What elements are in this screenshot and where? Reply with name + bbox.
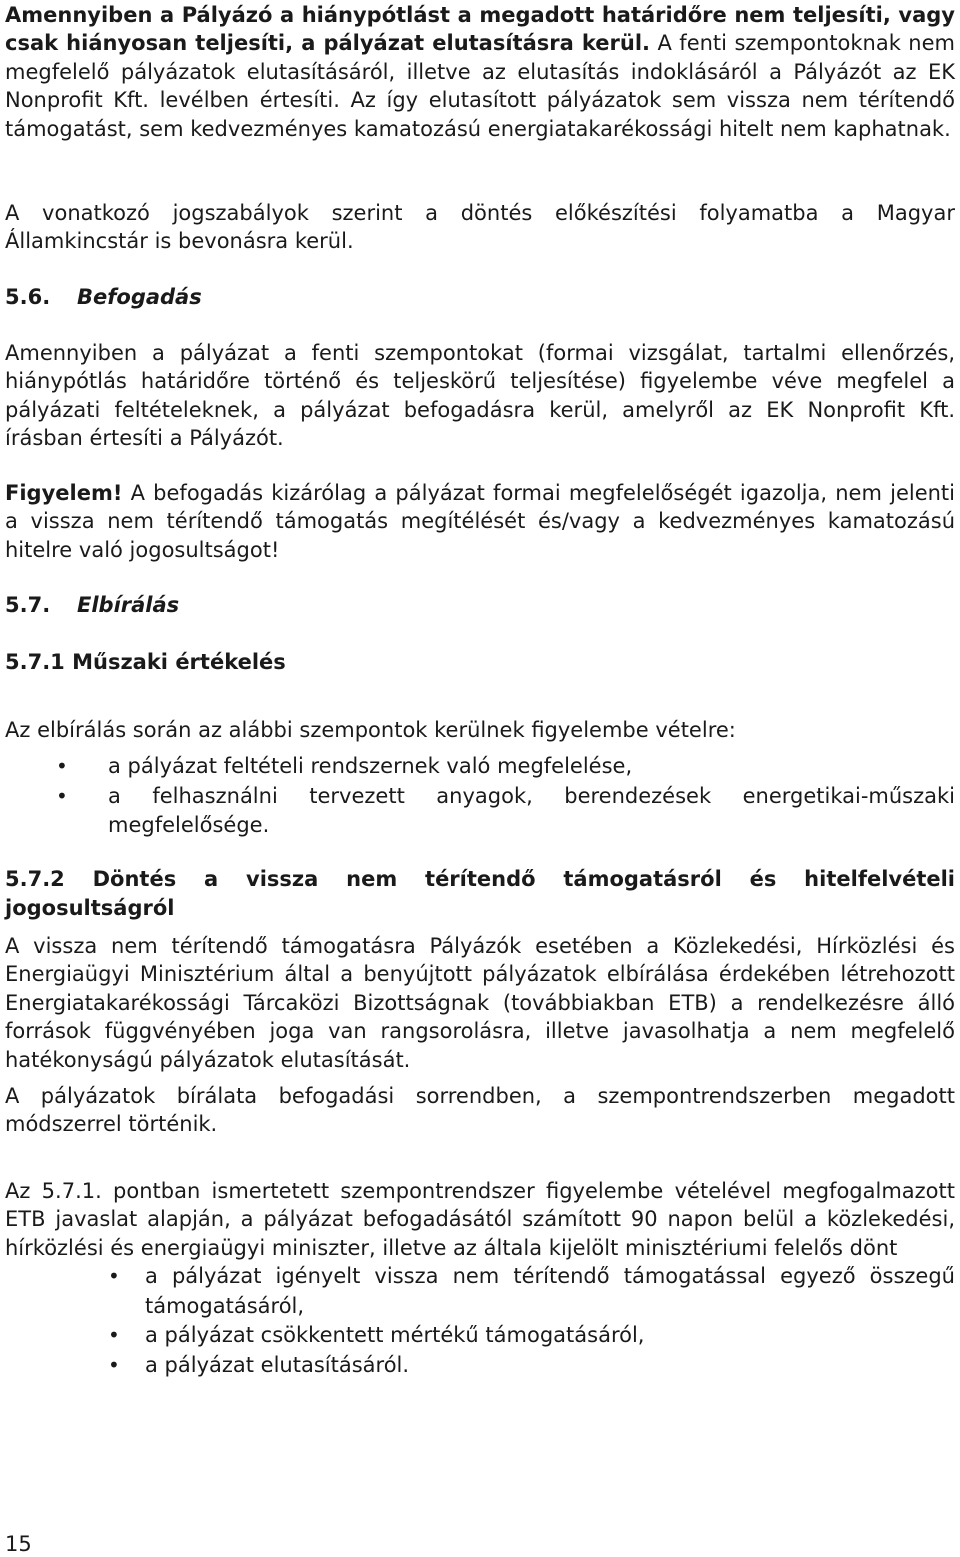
heading-title: Befogadás [77,285,202,309]
heading-number: 5.7. [5,593,51,617]
bullet-icon: • [108,1264,120,1288]
heading-number: 5.6. [5,285,51,309]
list-item: • a pályázat igényelt vissza nem térítendő támogatással egyező összegű támogatásáról, [108,1264,955,1318]
warning-text: A befogadás kizárólag a pályázat formai megfelelőségét igazolja, nem jelenti a vissza nem térítendő támogatás megítélését és/vagy a kedvezményes kamatozású hitelre való jogosultságot! [5,481,955,562]
heading-5-7 [5,591,955,619]
heading-5-6 [5,283,955,311]
decision-list [108,1262,955,1380]
bullet-icon: • [56,783,68,808]
list-item: • a pályázat elutasításáról. [145,1351,955,1381]
heading-5-7-2: 5.7.2 Döntés a vissza nem térítendő támogatásról és hitelfelvételi jogosultságról [5,867,955,920]
paragraph-criteria-intro: Az elbírálás során az alábbi szempontok kerülnek figyelembe vételre: [5,718,736,742]
heading-title: Elbírálás [77,593,180,617]
paragraph-warning [5,479,955,564]
criteria-list [56,752,955,841]
paragraph-etb: A vissza nem térítendő támogatásra Pályázók esetében a Közlekedési, Hírközlési és Energiaügyi Minisztérium által a benyújtott pályázatok elbírálása érdekében létrehozott Energiatakarékossági Tárcaközi Bizottságnak (továbbiakban ETB) a rendelkezésre álló források függvényében joga van rangsorolásra, illetve javasolhatja a nem megfelelő hatékonyságú pályázatok elutasítását. [5,934,955,1072]
paragraph-decision: Az 5.7.1. pontban ismertetett szempontrendszer figyelembe vételével megfogalmazott ETB javaslat alapján, a pályázat befogadásától számított 90 napon belül a közlekedési, hírközlési és energiaügyi miniszter, illetve az általa kijelölt minisztériumi felelős dönt [5,1179,955,1260]
paragraph-treasury: A vonatkozó jogszabályok szerint a döntés előkészítési folyamatba a Magyar Államkincstár is bevonásra kerül. [5,201,955,254]
paragraph-rejection [5,1,955,143]
paragraph-evaluation-order: A pályázatok bírálata befogadási sorrendben, a szempontrendszerben megadott módszerrel történik. [5,1084,955,1137]
heading-5-7-1: 5.7.1 Műszaki értékelés [5,650,286,674]
list-item: • a pályázat csökkentett mértékű támogatásáról, [145,1321,955,1351]
warning-label: Figyelem! [5,481,123,505]
bullet-icon: • [108,1352,120,1377]
page-number: 15 [5,1532,32,1556]
list-item: • a pályázat feltételi rendszernek való megfelelése, [108,752,955,782]
rejection-bold-text: Amennyiben a Pályázó a hiánypótlást a megadott határidőre nem teljesíti, vagy csak hiányosan teljesíti, a pályázat elutasításra kerül. [5,3,955,56]
bullet-icon: • [56,754,68,778]
paragraph-acceptance: Amennyiben a pályázat a fenti szempontokat (formai vizsgálat, tartalmi ellenőrzés, hiánypótlás határidőre történő és teljeskörű teljesítése) figyelembe véve megfelel a pályázati feltételeknek, a pályázat befogadásra kerül, amelyről az EK Nonprofit Kft. írásban értesíti a Pályázót. [5,341,955,451]
list-item: • a felhasználni tervezett anyagok, berendezések energetikai-műszaki megfelelősége. [56,783,955,837]
bullet-icon: • [108,1323,120,1347]
rejection-text: A fenti szempontoknak nem megfelelő pályázatok elutasításáról, illetve az elutasítás indoklásáról a Pályázót az EK Nonprofit Kft. levélben értesíti. Az így elutasított pályázatok sem vissza nem térítendő támogatást, sem kedvezményes kamatozású energiatakarékossági hitelt nem kaphatnak. [5,31,955,141]
